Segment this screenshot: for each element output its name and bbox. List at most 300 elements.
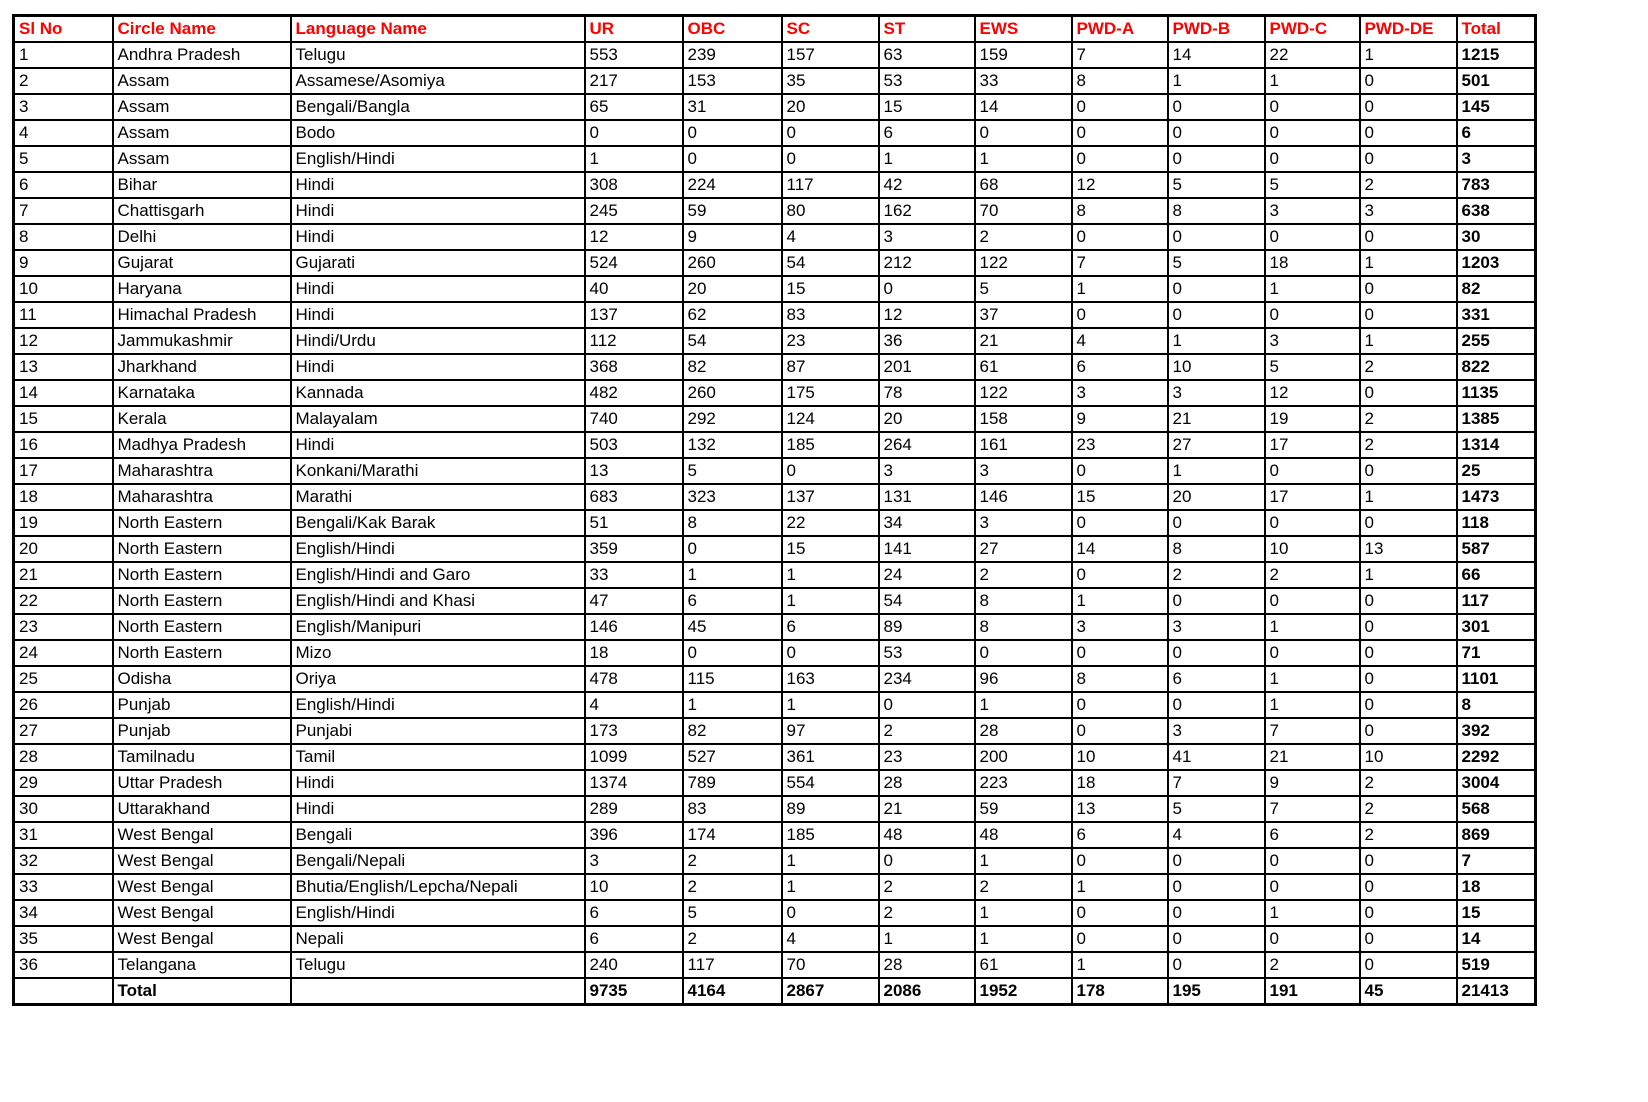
cell: 0 [782,640,879,666]
cell: 8 [975,588,1072,614]
cell: 25 [1457,458,1536,484]
cell: 40 [585,276,683,302]
cell: 132 [683,432,782,458]
cell: 0 [1265,94,1360,120]
cell: 0 [1072,848,1168,874]
table-row [14,328,1536,354]
cell: 61 [975,354,1072,380]
cell: 163 [782,666,879,692]
cell: 260 [683,380,782,406]
cell: 0 [1265,588,1360,614]
cell: 2 [975,224,1072,250]
cell: 245 [585,198,683,224]
cell: 1 [782,562,879,588]
cell: 0 [683,146,782,172]
cell: 59 [975,796,1072,822]
cell: 15 [879,94,975,120]
cell: 157 [782,42,879,68]
cell: 6 [1457,120,1536,146]
cell: 8 [683,510,782,536]
cell: 174 [683,822,782,848]
cell: 80 [782,198,879,224]
total-cell: Total [113,978,291,1005]
cell: 9 [14,250,113,276]
cell: 0 [1360,510,1457,536]
cell: 146 [975,484,1072,510]
cell: 0 [1360,588,1457,614]
cell: 1 [975,692,1072,718]
cell: 22 [14,588,113,614]
col-header-sl-no: Sl No [14,16,113,43]
cell: 3 [1072,380,1168,406]
cell: Telugu [291,952,585,978]
cell: 7 [1457,848,1536,874]
cell: 0 [1168,120,1265,146]
cell: 7 [1168,770,1265,796]
cell: Uttar Pradesh [113,770,291,796]
cell: 31 [683,94,782,120]
cell: 34 [879,510,975,536]
cell: 2 [1360,354,1457,380]
cell: 89 [879,614,975,640]
col-header-ur: UR [585,16,683,43]
cell: 13 [1360,536,1457,562]
cell: Hindi [291,770,585,796]
table-row [14,952,1536,978]
cell: 17 [1265,484,1360,510]
cell: North Eastern [113,588,291,614]
cell: 1 [782,874,879,900]
cell: Assamese/Asomiya [291,68,585,94]
cell: 0 [683,640,782,666]
cell: 9 [1265,770,1360,796]
col-header-pwd-de: PWD-DE [1360,16,1457,43]
cell: 0 [1168,900,1265,926]
cell: 10 [1360,744,1457,770]
cell: 0 [585,120,683,146]
cell: 0 [1360,952,1457,978]
cell: 4 [782,926,879,952]
col-header-pwd-b: PWD-B [1168,16,1265,43]
cell: Karnataka [113,380,291,406]
cell: 1 [1265,614,1360,640]
cell: 5 [1168,796,1265,822]
cell: 0 [782,146,879,172]
cell: 503 [585,432,683,458]
cell: 71 [1457,640,1536,666]
cell: Himachal Pradesh [113,302,291,328]
cell: 0 [1360,848,1457,874]
table-row [14,692,1536,718]
cell: 789 [683,770,782,796]
cell: 1 [975,900,1072,926]
cell: Madhya Pradesh [113,432,291,458]
cell: 63 [879,42,975,68]
cell: Uttarakhand [113,796,291,822]
cell: English/Hindi and Garo [291,562,585,588]
col-header-pwd-c: PWD-C [1265,16,1360,43]
cell: 359 [585,536,683,562]
cell: 141 [879,536,975,562]
cell: Chattisgarh [113,198,291,224]
cell: 7 [1072,42,1168,68]
cell: 28 [879,770,975,796]
cell: 740 [585,406,683,432]
cell: 0 [1265,640,1360,666]
cell: 21 [1265,744,1360,770]
cell: 6 [683,588,782,614]
cell: 0 [1072,692,1168,718]
cell: 1 [1265,692,1360,718]
cell: 0 [1360,458,1457,484]
cell: 0 [1168,276,1265,302]
cell: 70 [782,952,879,978]
cell: 6 [1168,666,1265,692]
cell: 2 [975,562,1072,588]
cell: 0 [879,692,975,718]
total-cell: 9735 [585,978,683,1005]
cell: 0 [1168,302,1265,328]
cell: 239 [683,42,782,68]
cell: 117 [1457,588,1536,614]
cell: Maharashtra [113,458,291,484]
table-row [14,198,1536,224]
cell: 68 [975,172,1072,198]
cell: 1 [1360,250,1457,276]
cell: 15 [782,536,879,562]
table-row [14,926,1536,952]
cell: 1 [683,562,782,588]
cell: 527 [683,744,782,770]
cell: 638 [1457,198,1536,224]
cell: 0 [1168,224,1265,250]
table-row [14,406,1536,432]
cell: 3 [14,94,113,120]
cell: 20 [14,536,113,562]
cell: 158 [975,406,1072,432]
table-row [14,250,1536,276]
cell: 2 [975,874,1072,900]
cell: West Bengal [113,822,291,848]
cell: 223 [975,770,1072,796]
cell: 78 [879,380,975,406]
cell: Marathi [291,484,585,510]
cell: 97 [782,718,879,744]
table-row [14,458,1536,484]
cell: 1 [1072,874,1168,900]
cell: 2 [1265,562,1360,588]
cell: 137 [585,302,683,328]
cell: 5 [683,900,782,926]
cell: 96 [975,666,1072,692]
cell: 301 [1457,614,1536,640]
table-row [14,276,1536,302]
cell: 3 [1168,614,1265,640]
cell: 3004 [1457,770,1536,796]
cell: 15 [14,406,113,432]
cell: 2 [683,874,782,900]
table-row [14,770,1536,796]
cell: 117 [683,952,782,978]
cell: 145 [1457,94,1536,120]
cell: 224 [683,172,782,198]
cell: West Bengal [113,900,291,926]
cell: 118 [1457,510,1536,536]
cell: 9 [683,224,782,250]
cell: 47 [585,588,683,614]
cell: 0 [782,120,879,146]
cell: 1 [14,42,113,68]
total-cell: 21413 [1457,978,1536,1005]
table-row [14,900,1536,926]
cell: 18 [14,484,113,510]
cell: Punjab [113,692,291,718]
cell: 11 [14,302,113,328]
cell: 1 [1360,562,1457,588]
cell: English/Hindi [291,900,585,926]
cell: 0 [1360,380,1457,406]
cell: 53 [879,68,975,94]
cell: 41 [1168,744,1265,770]
cell: 323 [683,484,782,510]
cell: Jammukashmir [113,328,291,354]
cell: Hindi [291,302,585,328]
cell: 1 [975,848,1072,874]
col-header-ews: EWS [975,16,1072,43]
cell: Gujarat [113,250,291,276]
cell: 15 [782,276,879,302]
cell: 161 [975,432,1072,458]
cell: 0 [683,536,782,562]
cell: North Eastern [113,614,291,640]
cell: 2 [1360,172,1457,198]
cell: 13 [1072,796,1168,822]
cell: 89 [782,796,879,822]
cell: Hindi [291,354,585,380]
cell: 1 [1168,328,1265,354]
table-row [14,172,1536,198]
cell: 0 [1265,302,1360,328]
table-row [14,224,1536,250]
cell: 21 [879,796,975,822]
table-row [14,614,1536,640]
cell: Nepali [291,926,585,952]
table-row [14,302,1536,328]
cell: 3 [879,458,975,484]
cell: Haryana [113,276,291,302]
col-header-st: ST [879,16,975,43]
cell: Telangana [113,952,291,978]
cell: 4 [782,224,879,250]
cell: 5 [14,146,113,172]
cell: 683 [585,484,683,510]
cell: 4 [1168,822,1265,848]
cell: 19 [14,510,113,536]
cell: West Bengal [113,848,291,874]
cell: 29 [14,770,113,796]
cell: 61 [975,952,1072,978]
cell: 1135 [1457,380,1536,406]
cell: 240 [585,952,683,978]
cell: North Eastern [113,640,291,666]
table-row [14,432,1536,458]
cell: 1 [1360,484,1457,510]
cell: 0 [1265,224,1360,250]
cell: Hindi [291,796,585,822]
cell: 117 [782,172,879,198]
cell: 33 [975,68,1072,94]
cell: 19 [1265,406,1360,432]
cell: 0 [1360,614,1457,640]
cell: 87 [782,354,879,380]
cell: 7 [14,198,113,224]
cell: 822 [1457,354,1536,380]
cell: 1 [585,146,683,172]
cell: 0 [1168,952,1265,978]
total-row [14,978,1536,1005]
cell: 153 [683,68,782,94]
cell: 0 [1072,562,1168,588]
cell: 23 [1072,432,1168,458]
cell: Assam [113,146,291,172]
cell: 59 [683,198,782,224]
table-row [14,796,1536,822]
cell: 0 [1265,926,1360,952]
cell: 3 [879,224,975,250]
cell: Punjabi [291,718,585,744]
cell: 122 [975,250,1072,276]
cell: 22 [1265,42,1360,68]
cell: 65 [585,94,683,120]
cell: 519 [1457,952,1536,978]
cell: 1 [782,588,879,614]
cell: 12 [585,224,683,250]
cell: 20 [879,406,975,432]
cell: 14 [975,94,1072,120]
cell: 82 [1457,276,1536,302]
cell: 2 [879,874,975,900]
cell: 5 [683,458,782,484]
cell: 0 [1072,510,1168,536]
cell: 26 [14,692,113,718]
cell: 5 [1265,354,1360,380]
cell: 0 [1360,146,1457,172]
cell: 3 [1265,198,1360,224]
cell: 1 [1168,458,1265,484]
cell: 131 [879,484,975,510]
cell: 0 [1168,94,1265,120]
cell: 0 [1168,146,1265,172]
cell: 15 [1072,484,1168,510]
total-cell [14,978,113,1005]
cell: 33 [585,562,683,588]
cell: North Eastern [113,536,291,562]
cell: Hindi/Urdu [291,328,585,354]
cell: 0 [1072,458,1168,484]
cell: 0 [879,848,975,874]
cell: 70 [975,198,1072,224]
cell: 3 [1072,614,1168,640]
cell: 0 [1168,588,1265,614]
cell: 137 [782,484,879,510]
table-row [14,484,1536,510]
cell: English/Hindi [291,146,585,172]
cell: 18 [1265,250,1360,276]
cell: Bengali/Bangla [291,94,585,120]
cell: 0 [782,900,879,926]
cell: 0 [1072,94,1168,120]
col-header-total: Total [1457,16,1536,43]
cell: Delhi [113,224,291,250]
cell: 12 [1265,380,1360,406]
cell: 331 [1457,302,1536,328]
cell: 289 [585,796,683,822]
col-header-pwd-a: PWD-A [1072,16,1168,43]
total-cell: 195 [1168,978,1265,1005]
cell: 54 [879,588,975,614]
cell: English/Hindi [291,692,585,718]
cell: 308 [585,172,683,198]
cell: 83 [782,302,879,328]
cell: 62 [683,302,782,328]
cell: 1 [1072,588,1168,614]
total-cell: 4164 [683,978,782,1005]
cell: 0 [1072,302,1168,328]
cell: 3 [975,458,1072,484]
cell: 292 [683,406,782,432]
cell: 0 [1265,458,1360,484]
cell: 0 [1360,926,1457,952]
cell: 18 [585,640,683,666]
table-row [14,822,1536,848]
cell: 48 [975,822,1072,848]
cell: 51 [585,510,683,536]
cell: 478 [585,666,683,692]
cell: 2 [879,900,975,926]
cell: 0 [1360,302,1457,328]
cell: 23 [782,328,879,354]
cell: 0 [1265,146,1360,172]
cell: Maharashtra [113,484,291,510]
cell: 82 [683,354,782,380]
cell: 23 [879,744,975,770]
cell: 392 [1457,718,1536,744]
cell: 0 [1072,926,1168,952]
cell: 1203 [1457,250,1536,276]
cell: Bihar [113,172,291,198]
cell: 200 [975,744,1072,770]
cell: 0 [879,276,975,302]
cell: 8 [14,224,113,250]
cell: 27 [1168,432,1265,458]
cell: 0 [1072,718,1168,744]
table-row [14,666,1536,692]
cell: 1 [1360,328,1457,354]
cell: 0 [975,640,1072,666]
cell: 2 [1360,406,1457,432]
cell: 124 [782,406,879,432]
cell: 361 [782,744,879,770]
cell: 10 [585,874,683,900]
table-row [14,874,1536,900]
cell: 368 [585,354,683,380]
cell: 6 [782,614,879,640]
table-row [14,68,1536,94]
cell: 10 [14,276,113,302]
cell: 0 [1360,666,1457,692]
table-row [14,718,1536,744]
cell: 18 [1072,770,1168,796]
